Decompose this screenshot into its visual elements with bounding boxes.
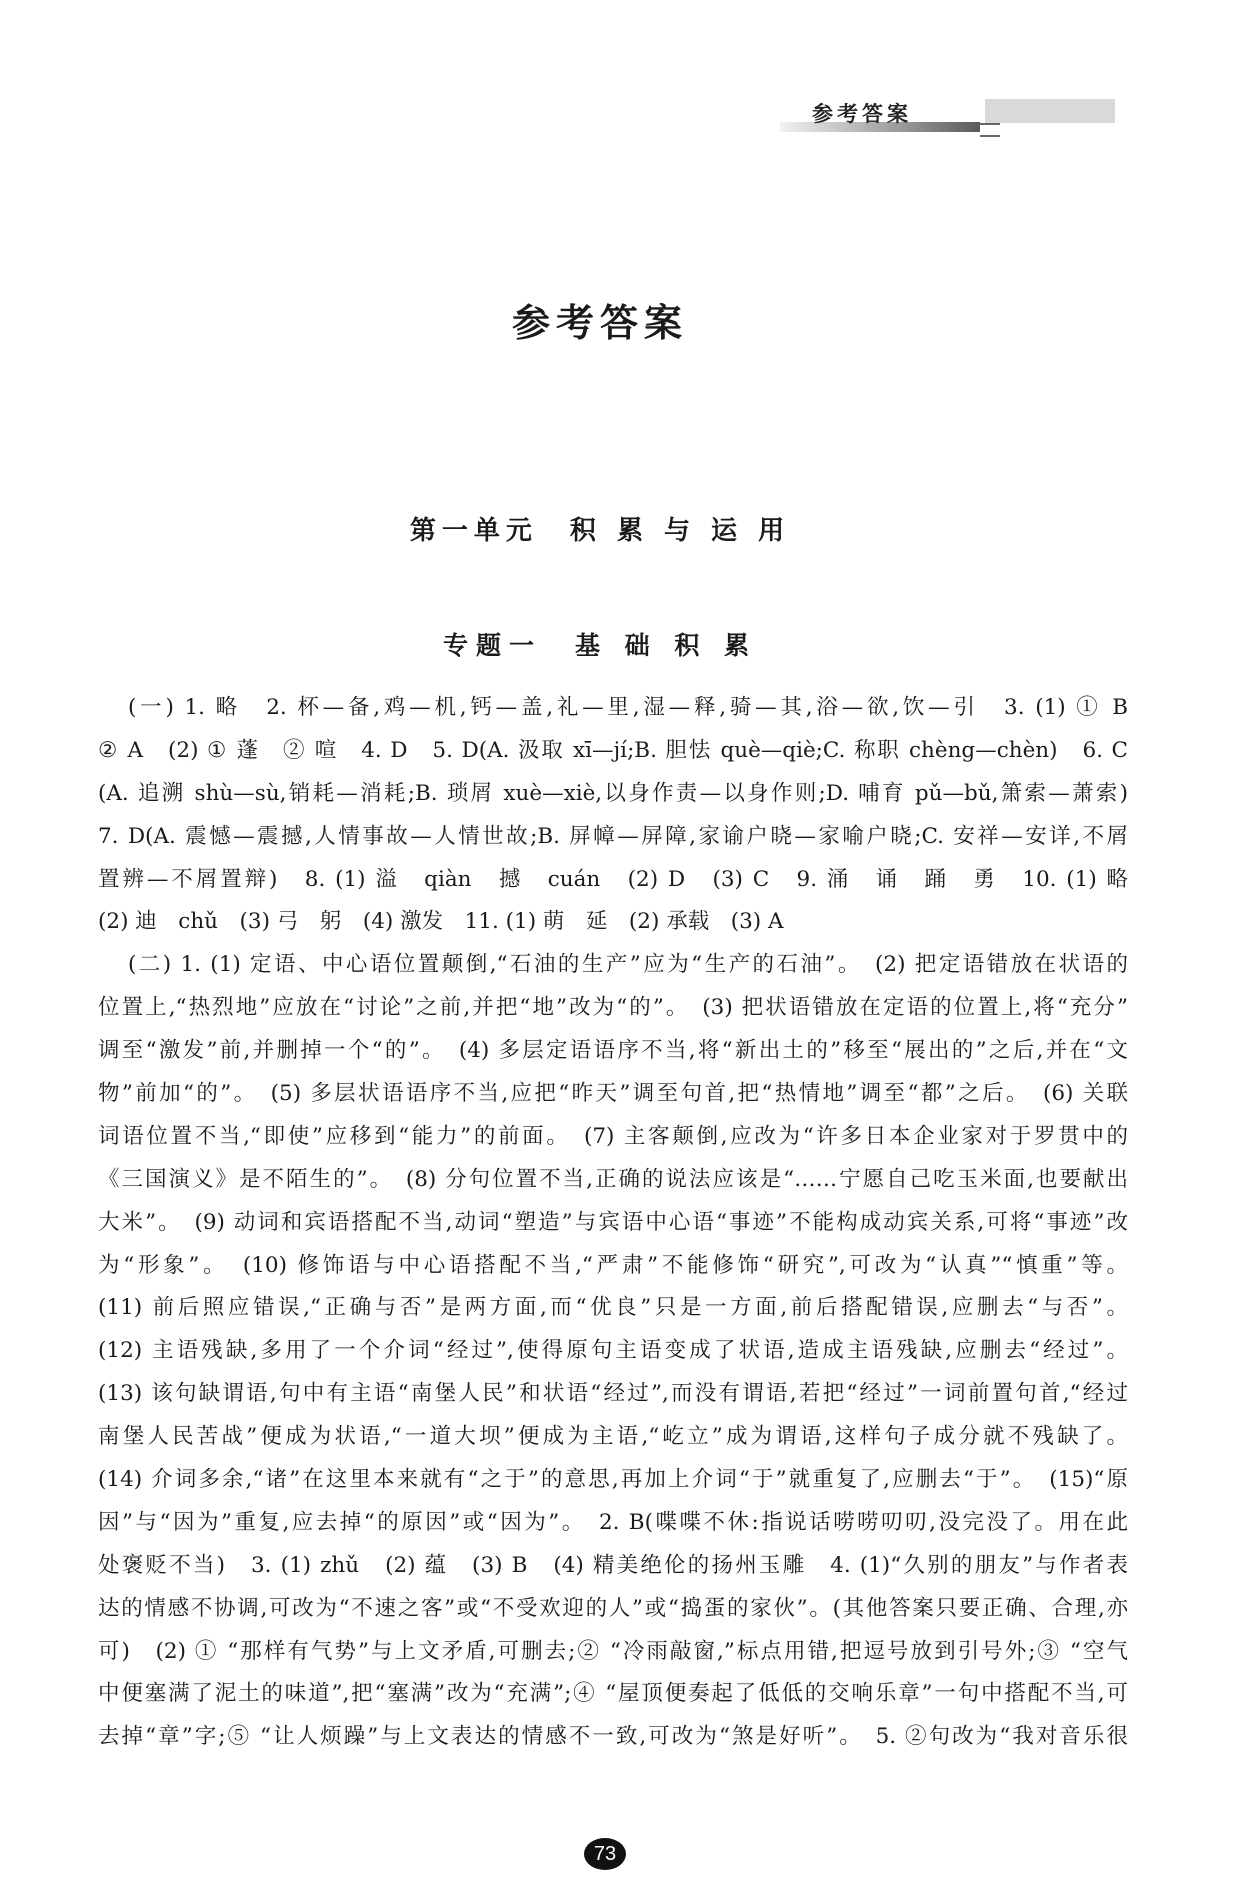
text-line: 大米”。 (9) 动词和宾语搭配不当,动词“塑造”与宾语中心语“事迹”不能构成动宾关系,可将“事迹”改: [98, 1209, 1128, 1235]
text-line: 词语位置不当,“即使”应移到“能力”的前面。 (7) 主客颠倒,应改为“许多日本企业家对于罗贯中的: [98, 1123, 1128, 1149]
text-line: 置辨—不屑置辩) 8. (1) 溢 qiàn 撼 cuán (2) D (3) C 9. 涌 诵 踊 勇 10. (1) 略: [98, 866, 1128, 892]
header-decoration-lines: [980, 123, 1000, 137]
text-line: (13) 该句缺谓语,句中有主语“南堡人民”和状语“经过”,而没有谓语,若把“经过”一词前置句首,“经过: [98, 1381, 1128, 1407]
text-line: (14) 介词多余,“诸”在这里本来就有“之于”的意思,再加上介词“于”就重复了,应删去“于”。 (15)“原: [98, 1467, 1128, 1493]
text-line: (2) 迪 chǔ (3) 弓 躬 (4) 激发 11. (1) 萌 延 (2) 承载 (3) A: [98, 909, 784, 935]
text-line: 为“形象”。 (10) 修饰语与中心语搭配不当,“严肃”不能修饰“研究”,可改为“认真”“慎重”等。: [98, 1252, 1128, 1278]
header-decoration-box: [985, 99, 1115, 123]
text-line: 因”与“因为”重复,应去掉“的原因”或“因为”。 2. B(喋喋不休:指说话唠唠叨叨,没完没了。用在此: [98, 1509, 1128, 1535]
text-line: 去掉“章”字;⑤ “让人烦躁”与上文表达的情感不一致,可改为“煞是好听”。 5. ②句改为“我对音乐很: [98, 1724, 1128, 1750]
text-line: (二) 1. (1) 定语、中心语位置颠倒,“石油的生产”应为“生产的石油”。 (2) 把定语错放在状语的: [128, 952, 1128, 978]
text-line: 物”前加“的”。 (5) 多层状语语序不当,应把“昨天”调至句首,把“热情地”调至“都”之后。 (6) 关联: [98, 1081, 1128, 1107]
text-line: ② A (2) ① 蓬 ② 喧 4. D 5. D(A. 汲取 xī—jí;B. 胆怯 què—qiè;C. 称职 chèng—chèn) 6. C: [98, 737, 1128, 763]
text-line: 南堡人民苦战”便成为状语,“一道大坝”便成为主语,“屹立”成为谓语,这样句子成分就不残缺了。: [98, 1424, 1128, 1450]
text-line: 处褒贬不当) 3. (1) zhǔ (2) 蕴 (3) B (4) 精美绝伦的扬州玉雕 4. (1)“久别的朋友”与作者表: [98, 1552, 1128, 1578]
text-line: 调至“激发”前,并删掉一个“的”。 (4) 多层定语语序不当,将“新出土的”移至“展出的”之后,并在“文: [98, 1038, 1128, 1064]
text-line: 《三国演义》是不陌生的”。 (8) 分句位置不当,正确的说法应该是“……宁愿自己吃玉米面,也要献出: [98, 1166, 1128, 1192]
text-line: 中便塞满了泥土的味道”,把“塞满”改为“充满”;④ “屋顶便奏起了低低的交响乐章”一句中搭配不当,可: [98, 1681, 1128, 1707]
text-line: (A. 追溯 shù—sù,销耗—消耗;B. 琐屑 xuè—xiè,以身作责—以身作则;D. 哺育 pǔ—bǔ,箫索—萧索): [98, 780, 1128, 806]
text-line: 7. D(A. 震憾—震撼,人情事故—人情世故;B. 屏幛—屏障,家谕户晓—家喻户晓;C. 安祥—安详,不屑: [98, 823, 1128, 849]
answer-body: [98, 687, 1128, 1759]
text-line: 可) (2) ① “那样有气势”与上文矛盾,可删去;② “冷雨敲窗,”标点用错,把逗号放到引号外;③ “空气: [98, 1638, 1128, 1664]
topic-title: 专题一 基 础 积 累: [442, 631, 758, 660]
running-header-title: 参考答案: [812, 102, 912, 126]
page-number: 73: [584, 1838, 626, 1870]
text-line: (一) 1. 略 2. 杯—备,鸡—机,钙—盖,礼—里,湿—释,骑—其,浴—欲,饮—引 3. (1) ① B: [128, 695, 1128, 720]
page-title: 参考答案: [511, 300, 688, 345]
text-line: (11) 前后照应错误,“正确与否”是两方面,而“优良”只是一方面,前后搭配错误,应删去“与否”。: [98, 1295, 1128, 1321]
text-line: 达的情感不协调,可改为“不速之客”或“不受欢迎的人”或“捣蛋的家伙”。(其他答案只要正确、合理,亦: [98, 1595, 1128, 1621]
text-line: 位置上,“热烈地”应放在“讨论”之前,并把“地”改为“的”。 (3) 把状语错放在定语的位置上,将“充分”: [98, 995, 1128, 1021]
text-line: (12) 主语残缺,多用了一个介词“经过”,使得原句主语变成了状语,造成主语残缺,应删去“经过”。: [98, 1338, 1128, 1364]
unit-title: 第一单元 积 累 与 运 用: [409, 516, 791, 546]
